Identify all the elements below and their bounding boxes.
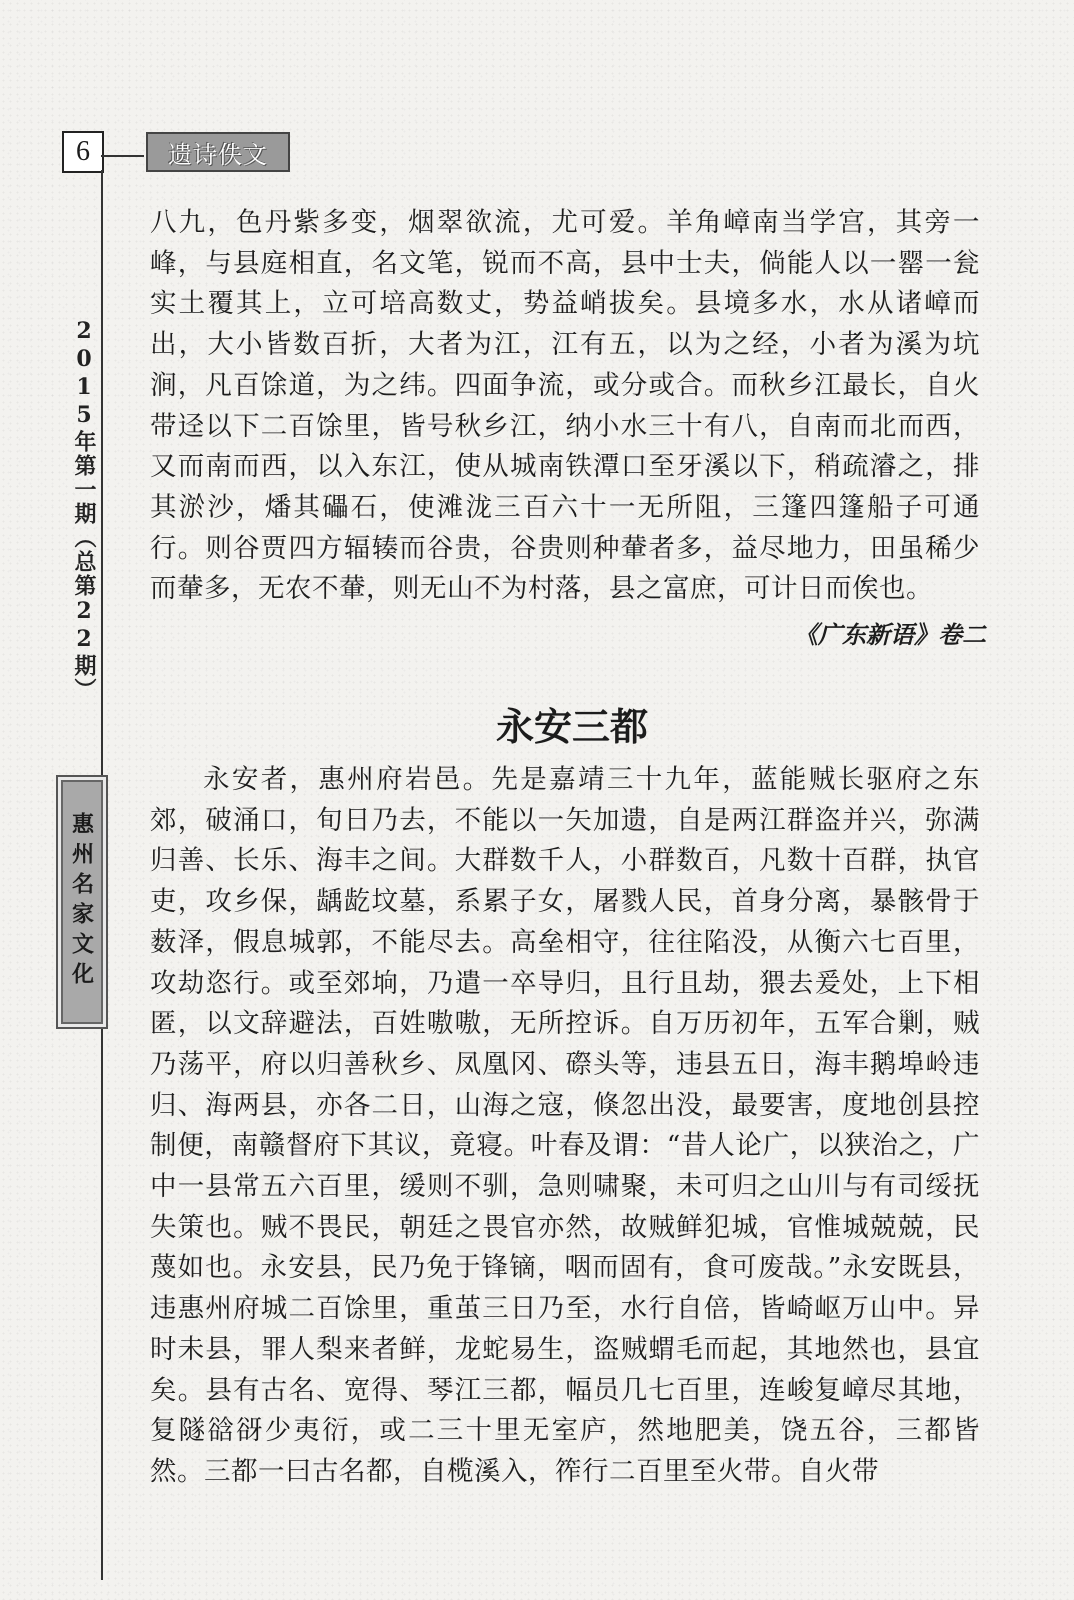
article-title: 永安三都 bbox=[495, 705, 648, 749]
continued-paragraph: 八九，色丹紫多变，烟翠欲流，尤可爱。羊角嶂南当学宫，其旁一峰，与县庭相直，名文笔，锐而不高，县中士夫，倘能人以一罂一瓮实土覆其上，立可培高数丈，势益峭拔矣。县境多水，水从诸嶂而出，大小皆数百折，大者为江，江有五，以为之经，小者为溪为坑涧，凡百馀道，为之纬。四面争流，或分或合。而秋乡江最长，自火带迳以下二百馀里，皆号秋乡江，纳小水三十有八，自南而北而西，又而南而西，以入东江，使从城南铁潭口至牙溪以下，稍疏濬之，排其淤沙，燔其礧石，使滩泷三百六十一无所阻，三篷四篷船子可通行。则谷贾四方辐辏而谷贵，谷贵则种輂者多，益尽地力，田虽稀少而輂多，无农不輂，则无山不为村落，县之富庶，可计日而俟也。 bbox=[150, 207, 980, 605]
journal-logo bbox=[56, 775, 108, 1029]
issue-label: 2015年第一期（总第22期） bbox=[71, 318, 97, 702]
source-citation: 《广东新语》卷二 bbox=[794, 620, 986, 649]
page-number: 6 bbox=[62, 131, 104, 173]
header-rule bbox=[101, 155, 144, 157]
journal-logo-text: 惠州名家文化 bbox=[68, 812, 95, 992]
section-tag: 遗诗佚文 bbox=[146, 132, 290, 172]
continued-text bbox=[150, 203, 980, 610]
article-body bbox=[150, 760, 980, 1493]
article-paragraph: 永安者，惠州府岩邑。先是嘉靖三十九年，蓝能贼长驱府之东郊，破涌口，旬日乃去，不能以一矢加遗，自是两江群盗并兴，弥满归善、长乐、海丰之间。大群数千人，小群数百，凡数十百群，执官吏，攻乡保，龋龁坟墓，系累子女，屠戮人民，首身分离，暴骸骨于薮泽，假息城郭，不能尽去。高垒相守，往往陷没，从衡六七百里，攻劫恣行。或至郊垧，乃遣一卒导归，且行且劫，猥去爰处，上下相匿，以文辞避法，百姓嗷嗷，无所控诉。自万历初年，五军合剿，贼乃荡平，府以归善秋乡、凤凰冈、磜头等，违县五日，海丰鹅埠岭违归、海两县，亦各二日，山海之寇，倏忽出没，最要害，度地创县控制便，南赣督府下其议，竟寝。叶春及谓：“昔人论广，以狭治之，广中一县常五六百里，缓则不驯，急则啸聚，未可归之山川与有司绥抚失策也。贼不畏民，朝廷之畏官亦然，故贼鲜犯城，官惟城兢兢，民蔑如也。永安县，民乃免于锋镝，咽而固有，食可废哉。”永安既县，违惠州府城二百馀里，重茧三日乃至，水行自倍，皆崎岖万山中。异时未县，罪人梨来者鲜，龙蛇易生，盗贼蝟毛而起，其地然也，县宜矣。县有古名、宽得、琴江三都，幅员几七百里，连峻复嶂尽其地，复隧谽谺少夷衍，或二三十里无室庐，然地肥美，饶五谷，三都皆然。三都一曰古名都，自榄溪入，筰行二百里至火带。自火带 bbox=[150, 764, 980, 1487]
